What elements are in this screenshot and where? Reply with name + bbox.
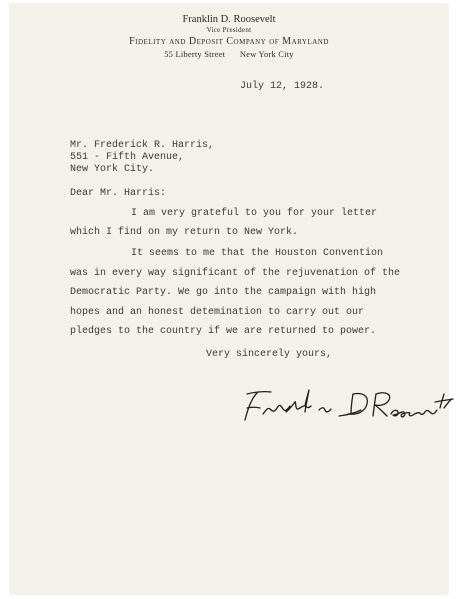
closing: Very sincerely yours, — [206, 349, 333, 360]
letterhead-title: Vice President — [206, 26, 252, 34]
recipient-line-2: 551 - Fifth Avenue, — [70, 152, 185, 163]
body-line-5: Democratic Party. We go into the campaign with high — [70, 287, 377, 298]
body-line-2: which I find on my return to New York. — [70, 227, 299, 238]
letterhead-street: 55 Liberty Street — [164, 49, 226, 59]
body-line-6: hopes and an honest detemination to carry out our — [70, 307, 365, 318]
salutation: Dear Mr. Harris: — [70, 188, 167, 199]
letterhead-address — [10, 49, 448, 59]
letterhead-city: New York City — [239, 49, 294, 59]
letterhead-name: Franklin D. Roosevelt — [182, 14, 276, 25]
letterhead-company: Fidelity and Deposit Company of Maryland — [129, 36, 329, 47]
body-line-7: pledges to the country if we are returned to power. — [70, 326, 377, 337]
handwritten-signature — [235, 384, 457, 429]
letter-date: July 12, 1928. — [240, 81, 325, 92]
recipient-line-1: Mr. Frederick R. Harris, — [70, 140, 215, 151]
letter-page — [10, 4, 448, 594]
body-line-3: It seems to me that the Houston Convention — [131, 248, 384, 259]
body-line-1: I am very grateful to you for your letter — [131, 208, 378, 219]
body-line-4: was in every way significant of the rejuvenation of the — [70, 268, 401, 279]
recipient-line-3: New York City. — [70, 164, 155, 175]
